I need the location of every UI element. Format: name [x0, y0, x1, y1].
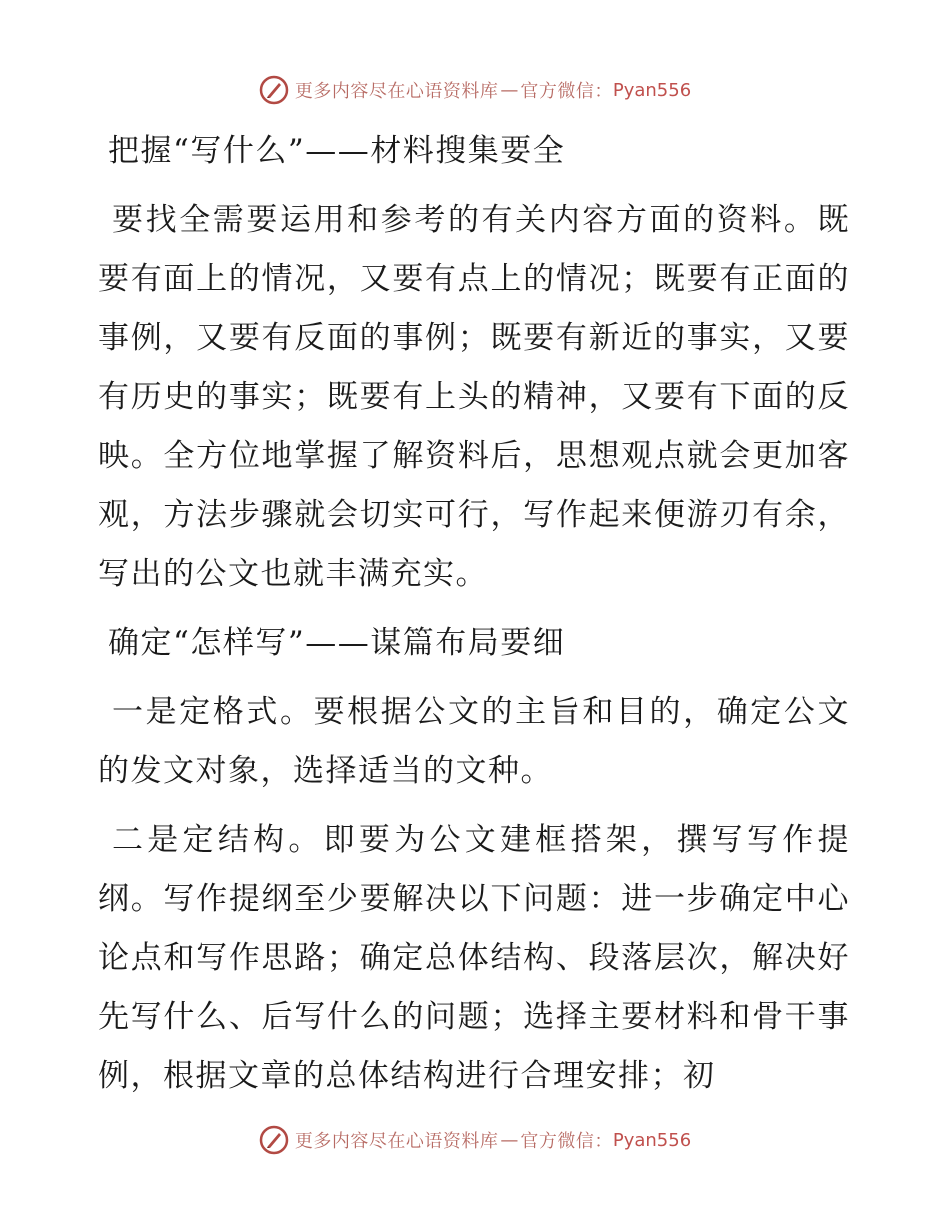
quill-seal-icon [259, 1125, 289, 1155]
paragraph-1: 要找全需要运用和参考的有关内容方面的资料。既要有面上的情况，又要有点上的情况；既要有正面的事例，又要有反面的事例；既要有新近的事实，又要有历史的事实；既要有上头的精神，又要有下面的反映。全方位地掌握了解资料后，思想观点就会更加客观，方法步骤就会切实可行，写作起来便游刃有余，写出的公文也就丰满充实。 [98, 202, 850, 592]
section-heading-2: 确定“怎样写”——谋篇布局要细 [108, 625, 566, 661]
watermark-wechat-id: Pyan556 [612, 79, 692, 101]
watermark-footer [0, 1124, 950, 1156]
document-body [98, 122, 850, 1116]
watermark-separator: — [500, 1129, 519, 1151]
watermark-text: 更多内容尽在心语资料库 [294, 1131, 499, 1152]
quill-seal-icon [259, 75, 289, 105]
watermark-wechat-label: 官方微信： [520, 81, 613, 102]
watermark-header [0, 74, 950, 106]
watermark-text: 更多内容尽在心语资料库 [294, 81, 499, 102]
paragraph-2: 一是定格式。要根据公文的主旨和目的，确定公文的发文对象，选择适当的文种。 [98, 694, 850, 789]
section-heading-1: 把握“写什么”——材料搜集要全 [108, 133, 566, 169]
watermark-separator: — [500, 79, 519, 101]
watermark-wechat-id: Pyan556 [612, 1129, 692, 1151]
paragraph-3: 二是定结构。即要为公文建框搭架，撰写写作提纲。写作提纲至少要解决以下问题：进一步确定中心论点和写作思路；确定总体结构、段落层次，解决好先写什么、后写什么的问题；选择主要材料和骨干事例，根据文章的总体结构进行合理安排；初 [98, 822, 850, 1094]
watermark-wechat-label: 官方微信： [520, 1131, 613, 1152]
